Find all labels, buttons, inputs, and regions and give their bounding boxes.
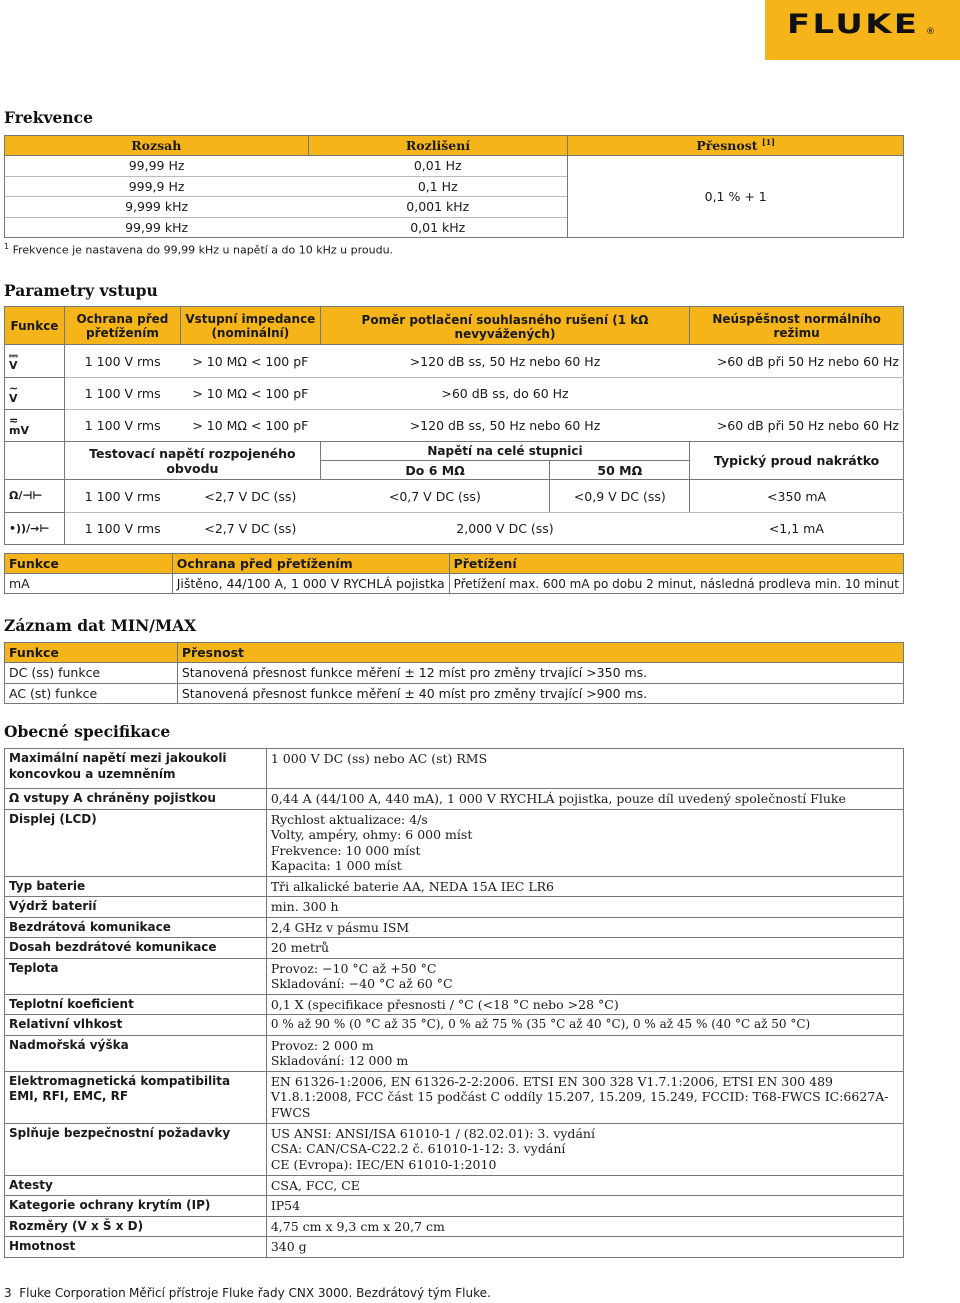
freq-resolution-cell: 0,1 Hz [308, 176, 568, 197]
ma-function-cell: mA [5, 574, 173, 594]
spec-value: 340 g [266, 1237, 903, 1258]
continuity-diode-icon: •))/→⊢ [5, 513, 65, 545]
freq-resolution-cell: 0,01 Hz [413, 158, 462, 174]
spec-value: IP54 [266, 1196, 903, 1217]
spec-row [5, 809, 904, 876]
spec-value: Provoz: −10 °C až +50 °C Skladování: −40 °C až 60 °C [266, 958, 903, 994]
spec-row [5, 994, 904, 1015]
minmax-accuracy-cell: Stanovená přesnost funkce měření ± 40 míst pro změny trvající >900 ms. [177, 683, 903, 704]
spec-value: 0,44 A (44/100 A, 440 mA), 1 000 V RYCHLÁ pojistka, pouze díl uvedený společností Fluke [266, 789, 903, 810]
spec-key: Teplota [5, 958, 267, 994]
footer-company: Fluke Corporation [19, 1286, 126, 1300]
short-current-cell: <1,1 mA [690, 513, 904, 545]
spec-key: Kategorie ochrany krytím (IP) [5, 1196, 267, 1217]
function-cell-empty [5, 442, 65, 480]
header-accuracy: Přesnost [177, 643, 903, 663]
frequency-footnote [4, 242, 393, 257]
ma-overload-cell: Přetížení max. 600 mA po dobu 2 minut, následná prodleva min. 10 minut [449, 574, 903, 594]
nmrr-cell: >60 dB při 50 Hz nebo 60 Hz [690, 410, 904, 442]
subheader-to-6m: Do 6 MΩ [320, 461, 550, 480]
spec-row [5, 789, 904, 810]
cmrr-cell: >120 dB ss, 50 Hz nebo 60 Hz [409, 418, 601, 433]
spec-key: Typ baterie [5, 876, 267, 897]
spec-value: 0 % až 90 % (0 °C až 35 °C), 0 % až 75 % (35 °C až 40 °C), 0 % až 45 % (40 °C až 50 °C) [266, 1015, 903, 1036]
spec-value: Provoz: 2 000 m Skladování: 12 000 m [266, 1035, 903, 1071]
input-table [4, 306, 904, 545]
spec-value: 20 metrů [266, 938, 903, 959]
spec-value: 2,4 GHz v pásmu ISM [266, 917, 903, 938]
spec-row [5, 958, 904, 994]
spec-value: 4,75 cm x 9,3 cm x 20,7 cm [266, 1216, 903, 1237]
spec-key: Maximální napětí mezi jakoukoli koncovkou a uzemněním [5, 749, 267, 789]
header-overload: Přetížení [449, 554, 903, 574]
freq-resolution-cell: 0,01 kHz [308, 217, 568, 238]
spec-key: Teplotní koeficient [5, 994, 267, 1015]
impedance-cell: > 10 MΩ < 100 pF [180, 378, 320, 410]
spec-key: Relativní vlhkost [5, 1015, 267, 1036]
spec-value: 0,1 X (specifikace přesnosti / °C (<18 °C nebo >28 °C) [266, 994, 903, 1015]
header-function: Funkce [5, 307, 65, 345]
section-title-general: Obecné specifikace [4, 722, 171, 741]
spec-key: Ω vstupy A chráněny pojistkou [5, 789, 267, 810]
minmax-function-cell: DC (ss) funkce [5, 663, 178, 684]
ac-dc-voltage-icon: ≂ [9, 413, 19, 427]
spec-key: Výdrž baterií [5, 897, 267, 918]
header-function: Funkce [5, 554, 173, 574]
freq-accuracy-cell: 0,1 % + 1 [568, 156, 904, 238]
spec-row [5, 876, 904, 897]
function-label: V [9, 359, 18, 372]
logo-text: FLUKE [787, 9, 920, 40]
spec-row [5, 749, 904, 789]
spec-value: Tři alkalické baterie AA, NEDA 15A IEC LR6 [266, 876, 903, 897]
spec-key: Displej (LCD) [5, 809, 267, 876]
spec-row [5, 1035, 904, 1071]
ma-protection-cell: Jištěno, 44/100 A, 1 000 V RYCHLÁ pojistka [172, 574, 449, 594]
spec-row [5, 1216, 904, 1237]
section-title-input: Parametry vstupu [4, 281, 158, 300]
frequency-table [4, 135, 904, 238]
header-nmrr: Neúspěšnost normálního režimu [690, 307, 904, 345]
overload-cell: 1 100 V rms [64, 378, 180, 410]
dc-voltage-icon: ⎓ [9, 349, 18, 362]
freq-range-cell: 999,9 Hz [5, 176, 309, 197]
cmrr-cell: >60 dB ss, do 60 Hz [320, 378, 689, 410]
footer-doc-title: Měřicí přístroje Fluke řady CNX 3000. Bezdrátový tým Fluke. [129, 1286, 491, 1300]
spec-row [5, 917, 904, 938]
section-title-minmax: Záznam dat MIN/MAX [4, 616, 197, 635]
spec-key: Hmotnost [5, 1237, 267, 1258]
spec-value: CSA, FCC, CE [266, 1175, 903, 1196]
header-impedance: Vstupní impedance (nominální) [180, 307, 320, 345]
nmrr-cell [690, 378, 904, 410]
spec-value: min. 300 h [266, 897, 903, 918]
footer [4, 1286, 126, 1300]
header-resolution: Rozlišení [308, 136, 568, 156]
registered-mark: ® [926, 27, 935, 37]
ac-voltage-icon: ~ [9, 381, 19, 395]
resistance-capacitance-icon: Ω/⊣⊢ [5, 480, 65, 513]
spec-value: Rychlost aktualizace: 4/s Volty, ampéry, ohmy: 6 000 míst Frekvence: 10 000 míst Kapacita: 1 000 míst [266, 809, 903, 876]
accuracy-ref: [1] [761, 137, 776, 148]
subheader-50m: 50 MΩ [550, 461, 690, 480]
spec-key: Nadmořská výška [5, 1035, 267, 1071]
spec-value: US ANSI: ANSI/ISA 61010-1 / (82.02.01): 3. vydání CSA: CAN/CSA-C22.2 č. 61010-1-12: 3. vydání CE (Evropa): IEC/EN 61010-1:2010 [266, 1123, 903, 1175]
page-number: 3 [4, 1286, 12, 1300]
spec-key: Dosah bezdrátové komunikace [5, 938, 267, 959]
short-current-cell: <350 mA [690, 480, 904, 513]
full-scale-cell: 2,000 V DC (ss) [320, 513, 689, 545]
fluke-logo [765, 0, 960, 60]
m50-cell: <0,9 V DC (ss) [550, 480, 690, 513]
spec-row [5, 1071, 904, 1123]
minmax-table [4, 642, 904, 704]
general-specs-table [4, 748, 904, 1258]
function-cell [5, 378, 65, 410]
header-function: Funkce [5, 643, 178, 663]
footnote-text: Frekvence je nastavena do 99,99 kHz u napětí a do 10 kHz u proudu. [12, 243, 394, 257]
freq-range-cell: 99,99 Hz [5, 156, 309, 177]
function-cell [5, 345, 65, 378]
spec-row [5, 897, 904, 918]
footnote-mark: 1 [4, 242, 10, 251]
freq-range-cell: 99,99 kHz [5, 217, 309, 238]
section-title-frequency: Frekvence [4, 108, 93, 127]
subheader-short-current: Typický proud nakrátko [690, 442, 904, 480]
header-accuracy [568, 136, 904, 156]
spec-key: Elektromagnetická kompatibilita EMI, RFI, EMC, RF [5, 1071, 267, 1123]
function-label: mV [9, 423, 29, 437]
overload-cell: 1 100 V rms [64, 480, 180, 513]
function-label: V [9, 391, 18, 405]
spec-key: Splňuje bezpečnostní požadavky [5, 1123, 267, 1175]
overload-cell: 1 100 V rms [84, 418, 161, 433]
spec-value: 1 000 V DC (ss) nebo AC (st) RMS [266, 749, 903, 789]
open-voltage-cell: <2,7 V DC (ss) [180, 513, 320, 545]
impedance-cell: > 10 MΩ < 100 pF [180, 345, 320, 378]
impedance-cell: > 10 MΩ < 100 pF [192, 418, 309, 433]
general-specs-body [5, 749, 904, 1258]
spec-key: Rozměry (V x Š x D) [5, 1216, 267, 1237]
spec-row [5, 1237, 904, 1258]
accuracy-label: Přesnost [696, 138, 758, 154]
overload-cell: 1 100 V rms [64, 513, 180, 545]
overload-cell: 1 100 V rms [64, 345, 180, 378]
spec-key: Bezdrátová komunikace [5, 917, 267, 938]
header-protection: Ochrana před přetížením [172, 554, 449, 574]
spec-row [5, 1196, 904, 1217]
header-range: Rozsah [5, 136, 309, 156]
spec-row [5, 1015, 904, 1036]
ma-table [4, 553, 904, 594]
spec-key: Atesty [5, 1175, 267, 1196]
nmrr-cell: >60 dB při 50 Hz nebo 60 Hz [690, 345, 904, 378]
header-cmrr: Poměr potlačení souhlasného rušení (1 kΩ nevyvážených) [320, 307, 689, 345]
spec-row [5, 938, 904, 959]
to6-cell: <0,7 V DC (ss) [320, 480, 550, 513]
freq-resolution-cell: 0,001 kHz [308, 197, 568, 218]
subheader-open-circuit: Testovací napětí rozpojeného obvodu [64, 442, 320, 480]
open-voltage-cell: <2,7 V DC (ss) [180, 480, 320, 513]
spec-row [5, 1123, 904, 1175]
header-overload: Ochrana před přetížením [64, 307, 180, 345]
minmax-function-cell: AC (st) funkce [5, 683, 178, 704]
spec-value: EN 61326-1:2006, EN 61326-2-2:2006. ETSI EN 300 328 V1.7.1:2006, ETSI EN 300 489 V1.8.1:2008, FCC část 15 podčást C oddíly 15.207, 15.209, 15.249, FCCID: T68-FWCS IC:6627A-FWCS [266, 1071, 903, 1123]
cmrr-cell: >120 dB ss, 50 Hz nebo 60 Hz [320, 345, 689, 378]
minmax-accuracy-cell: Stanovená přesnost funkce měření ± 12 míst pro změny trvající >350 ms. [177, 663, 903, 684]
function-cell [5, 410, 65, 442]
freq-range-cell: 9,999 kHz [5, 197, 309, 218]
subheader-full-scale: Napětí na celé stupnici [320, 442, 689, 461]
spec-row [5, 1175, 904, 1196]
